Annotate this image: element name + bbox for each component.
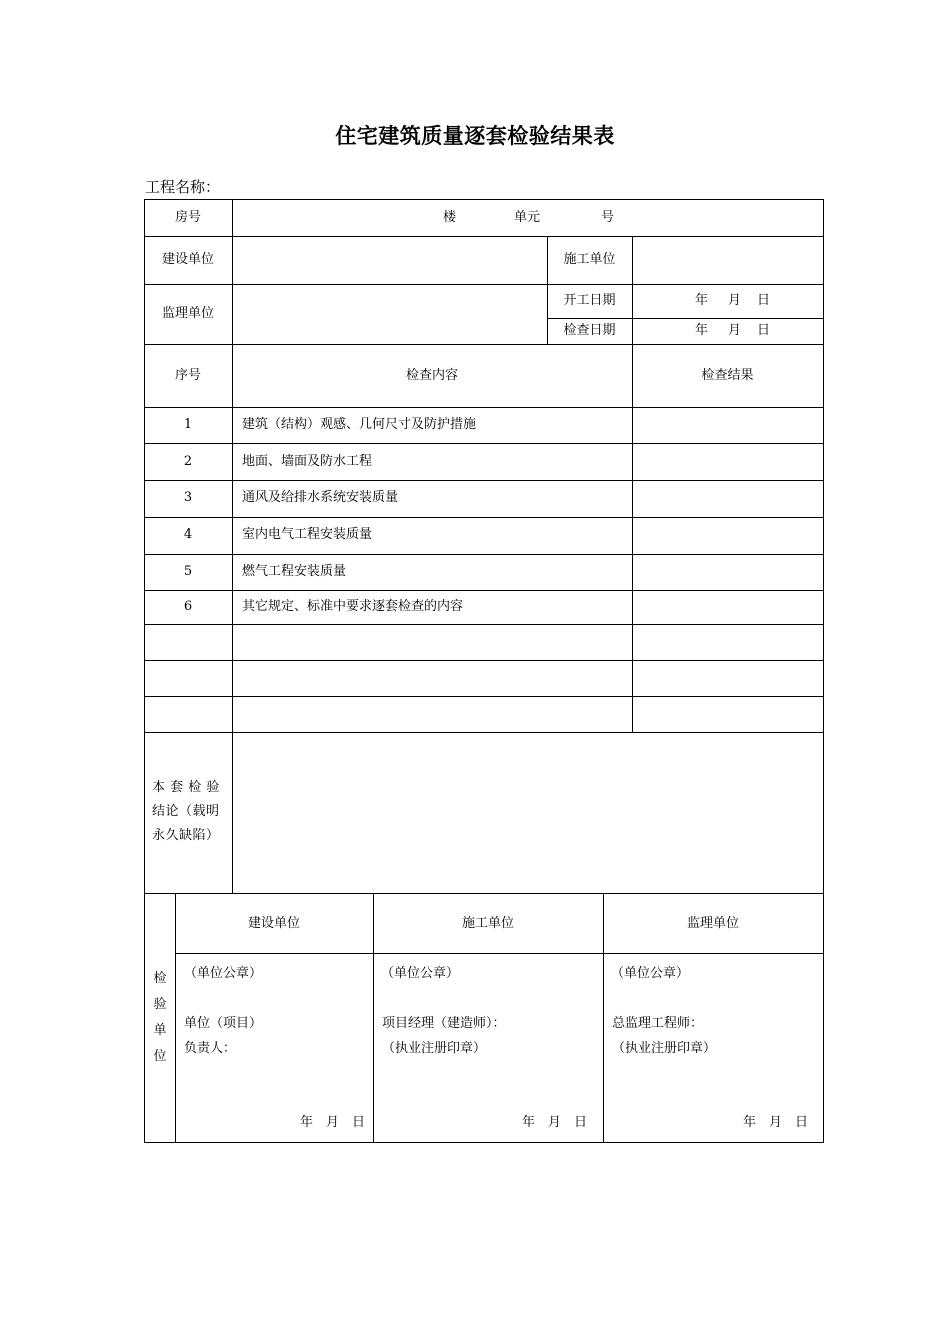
- inspection-units-text: 检 验 单 位: [153, 971, 167, 1064]
- rule: [144, 480, 824, 481]
- rule: [144, 344, 824, 345]
- start-date-day: 日: [757, 293, 771, 308]
- rule: [547, 318, 824, 319]
- room-number-label: 房号: [174, 210, 201, 225]
- content-column-header: 检查内容: [405, 368, 458, 383]
- col-rule: [632, 344, 633, 733]
- rule: [144, 407, 824, 408]
- rule: [144, 696, 824, 697]
- supervisor-sign-date: 年 月 日: [743, 1115, 809, 1130]
- row-seq: 1: [183, 417, 193, 432]
- supervisor-label: 监理单位: [161, 306, 214, 321]
- table-border-right: [823, 199, 824, 1143]
- builder-responsible-line2: 负责人：: [184, 1041, 237, 1056]
- page-title: 住宅建筑质量逐套检验结果表: [335, 124, 615, 148]
- rule: [144, 590, 824, 591]
- builder-seal: （单位公章）: [184, 966, 263, 981]
- row-content: 建筑（结构）观感、几何尺寸及防护措施: [242, 417, 477, 432]
- row-seq: 6: [183, 599, 193, 614]
- row-content: 地面、墙面及防水工程: [242, 454, 373, 469]
- start-date-month: 月: [728, 293, 742, 308]
- row-seq: 2: [183, 454, 193, 469]
- rule: [144, 660, 824, 661]
- rule: [144, 236, 824, 237]
- builder-responsible-line1: 单位（项目）: [184, 1016, 263, 1031]
- start-date-year: 年: [695, 293, 709, 308]
- start-date-label: 开工日期: [563, 293, 616, 308]
- builder-sign-date: 年 月 日: [300, 1115, 366, 1130]
- inspect-date-day: 日: [757, 323, 771, 338]
- project-name-label: 工程名称：: [145, 178, 221, 196]
- rule: [144, 732, 824, 733]
- inspect-date-label: 检查日期: [563, 323, 616, 338]
- result-column-header: 检查结果: [701, 368, 754, 383]
- contractor-seal: （单位公章）: [381, 966, 460, 981]
- conclusion-label: 本 套 检 验 结论（载明 永久缺陷）: [152, 780, 220, 843]
- rule: [175, 953, 824, 954]
- row-seq: 4: [183, 527, 193, 542]
- unit-label: 单元: [514, 210, 541, 225]
- rule: [144, 443, 824, 444]
- rule: [144, 624, 824, 625]
- col-rule: [232, 199, 233, 894]
- row-content: 室内电气工程安装质量: [242, 527, 373, 542]
- inspect-date-year: 年: [695, 323, 709, 338]
- table-border-bottom: [144, 1142, 824, 1143]
- row-content: 燃气工程安装质量: [242, 564, 347, 579]
- supervisor-stamp-line: （执业注册印章）: [612, 1041, 717, 1056]
- row-seq: 5: [183, 564, 193, 579]
- col-rule: [632, 236, 633, 345]
- contractor-stamp-line: （执业注册印章）: [382, 1041, 487, 1056]
- seq-column-header: 序号: [174, 368, 201, 383]
- supervisor-engineer-line: 总监理工程师：: [612, 1016, 704, 1031]
- rule: [144, 893, 824, 894]
- rule: [144, 554, 824, 555]
- row-content: 其它规定、标准中要求逐套检查的内容: [242, 599, 464, 614]
- contractor-sign-date: 年 月 日: [522, 1115, 588, 1130]
- building-label: 楼: [443, 210, 457, 225]
- contractor-label: 施工单位: [563, 252, 616, 267]
- contractor-manager-line: 项目经理（建造师）：: [382, 1016, 506, 1031]
- rule: [144, 517, 824, 518]
- supervisor-seal: （单位公章）: [611, 966, 690, 981]
- builder-label: 建设单位: [161, 252, 214, 267]
- row-seq: 3: [183, 490, 193, 505]
- table-border-top: [144, 199, 824, 200]
- inspection-units-label: [152, 966, 168, 1070]
- inspect-date-month: 月: [728, 323, 742, 338]
- rule: [144, 284, 824, 285]
- signoff-supervisor-heading: 监理单位: [686, 916, 739, 931]
- table-border-left: [144, 199, 145, 1143]
- number-label: 号: [601, 210, 615, 225]
- row-content: 通风及给排水系统安装质量: [242, 490, 399, 505]
- signoff-builder-heading: 建设单位: [247, 916, 300, 931]
- signoff-contractor-heading: 施工单位: [461, 916, 514, 931]
